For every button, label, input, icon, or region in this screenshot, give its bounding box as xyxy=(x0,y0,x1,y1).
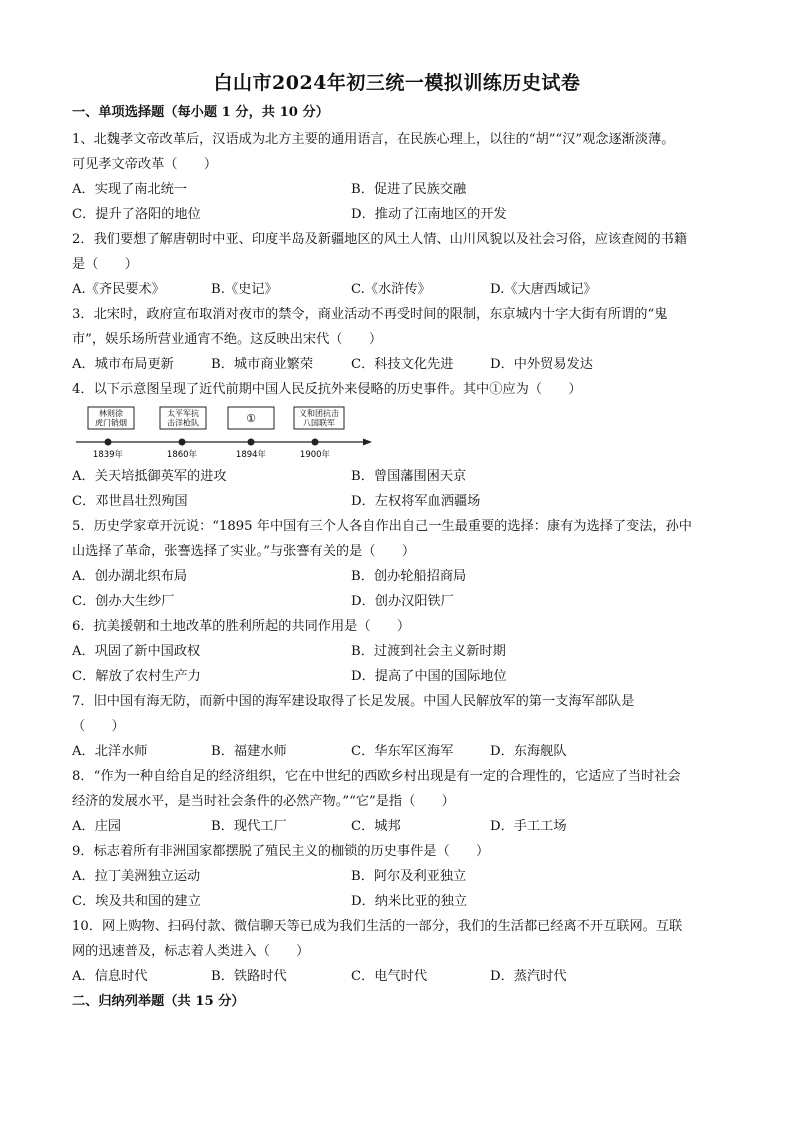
q3-option-a: A．城市布局更新 xyxy=(72,357,174,372)
q8-stem-line2: 经济的发展水平，是当时社会条件的必然产物。”“它”是指（ ） xyxy=(72,794,455,809)
q7-option-c: C．华东军区海军 xyxy=(351,744,454,759)
q3-stem-line1: 3．北宋时，政府宣布取消对夜市的禁令，商业活动不再受时间的限制，东京城内十字大街有所谓的“鬼 xyxy=(72,307,668,322)
event-4-label-line2: 八国联军 xyxy=(303,418,335,428)
timeline-dot-1900 xyxy=(312,439,319,446)
q10-stem-line2: 网的迅速普及，标志着人类进入（ ） xyxy=(72,944,310,959)
q8-option-b: B．现代工厂 xyxy=(211,819,287,834)
q2-option-d: D.《大唐西域记》 xyxy=(490,282,597,297)
q1-stem-line2: 可见孝文帝改革（ ） xyxy=(72,157,218,172)
section2-heading: 二、归纳列举题（共 15 分） xyxy=(72,994,245,1009)
q2-option-c: C.《水浒传》 xyxy=(351,282,431,297)
timeline-year-3: 1894年 xyxy=(235,450,267,460)
q7-option-b: B．福建水师 xyxy=(211,744,287,759)
q6-option-b: B．过渡到社会主义新时期 xyxy=(351,644,506,659)
q7-stem-line1: 7．旧中国有海无防，而新中国的海军建设取得了长足发展。中国人民解放军的第一支海军部队是 xyxy=(72,694,635,709)
event-2-label-line1: 太平军抗 xyxy=(167,409,199,418)
timeline-event-1 xyxy=(88,407,134,429)
q9-option-a: A．拉丁美洲独立运动 xyxy=(72,869,201,884)
q5-stem-line1: 5．历史学家章开沅说：“1895 年中国有三个人各自作出自己一生最重要的选择：康有为选择了变法，孙中 xyxy=(72,519,692,534)
q2-stem-line2: 是（ ） xyxy=(72,257,138,272)
q3-option-d: D．中外贸易发达 xyxy=(490,357,593,372)
q4-stem: 4．以下示意图呈现了近代前期中国人民反抗外来侵略的历史事件。其中①应为（ ） xyxy=(72,382,582,397)
timeline-dot-1894 xyxy=(248,439,255,446)
timeline-year-4: 1900年 xyxy=(299,450,331,460)
timeline-event-4 xyxy=(294,407,344,429)
timeline-event-2 xyxy=(160,407,206,429)
q4-option-d: D．左权将军血洒疆场 xyxy=(351,494,481,509)
q3-stem-line2: 市”，娱乐场所营业通宵不绝。这反映出宋代（ ） xyxy=(72,332,383,347)
timeline-event-3 xyxy=(228,407,274,429)
q1-option-b: B．促进了民族交融 xyxy=(351,182,467,197)
q10-option-b: B．铁路时代 xyxy=(211,969,287,984)
q5-stem-line2: 山选择了革命，张謇选择了实业。”与张謇有关的是（ ） xyxy=(72,544,416,559)
q8-option-a: A．庄园 xyxy=(72,819,122,834)
q9-stem: 9．标志着所有非洲国家都摆脱了殖民主义的枷锁的历史事件是（ ） xyxy=(72,844,490,859)
q6-option-a: A．巩固了新中国政权 xyxy=(72,644,201,659)
q6-option-c: C．解放了农村生产力 xyxy=(72,669,201,684)
timeline-year-1: 1839年 xyxy=(92,450,124,460)
q5-option-a: A．创办湖北织布局 xyxy=(72,569,188,584)
timeline-dot-1839 xyxy=(105,439,112,446)
q3-option-c: C．科技文化先进 xyxy=(351,357,454,372)
q7-stem-line2: （ ） xyxy=(72,719,125,734)
timeline-arrow-icon xyxy=(363,439,372,446)
event-3-placeholder-label: ① xyxy=(246,412,256,425)
q1-option-a: A．实现了南北统一 xyxy=(72,182,188,197)
q5-option-b: B．创办轮船招商局 xyxy=(351,569,467,584)
event-1-label-line2: 虎门销烟 xyxy=(95,418,127,428)
q9-option-b: B．阿尔及利亚独立 xyxy=(351,869,467,884)
event-2-label-line2: 击洋枪队 xyxy=(167,418,199,428)
q7-option-d: D．东海舰队 xyxy=(490,744,567,759)
q7-option-a: A．北洋水师 xyxy=(72,744,148,759)
q4-option-a: A．关天培抵御英军的进攻 xyxy=(72,469,227,484)
q5-option-c: C．创办大生纱厂 xyxy=(72,594,175,609)
q6-option-d: D．提高了中国的国际地位 xyxy=(351,669,507,684)
section1-heading: 一、单项选择题（每小题 1 分，共 10 分） xyxy=(72,105,329,120)
timeline-dot-1860 xyxy=(179,439,186,446)
history-timeline xyxy=(72,405,382,463)
q8-option-c: C．城邦 xyxy=(351,819,401,834)
q9-option-c: C．埃及共和国的建立 xyxy=(72,894,201,909)
q9-option-d: D．纳米比亚的独立 xyxy=(351,894,468,909)
q2-option-a: A.《齐民要术》 xyxy=(72,282,165,297)
q10-stem-line1: 10．网上购物、扫码付款、微信聊天等已成为我们生活的一部分，我们的生活都已经离不开互联网。互联 xyxy=(72,919,683,934)
q4-option-c: C．邓世昌壮烈殉国 xyxy=(72,494,188,509)
exam-title: 白山市2024年初三统一模拟训练历史试卷 xyxy=(213,72,581,94)
q3-option-b: B．城市商业繁荣 xyxy=(211,357,314,372)
q8-stem-line1: 8．“作为一种自给自足的经济组织，它在中世纪的西欧乡村出现是有一定的合理性的，它适应了当时社会 xyxy=(72,769,681,784)
q5-option-d: D．创办汉阳铁厂 xyxy=(351,594,454,609)
event-4-label-line1: 义和团抗击 xyxy=(299,409,339,418)
q8-option-d: D．手工工场 xyxy=(490,819,567,834)
q1-stem-line1: 1、北魏孝文帝改革后，汉语成为北方主要的通用语言，在民族心理上，以往的“胡”“汉”观念逐渐淡薄。 xyxy=(72,132,675,147)
q10-option-c: C．电气时代 xyxy=(351,969,428,984)
timeline-year-2: 1860年 xyxy=(166,450,198,460)
q2-stem-line1: 2．我们要想了解唐朝时中亚、印度半岛及新疆地区的风土人情、山川风貌以及社会习俗，应该查阅的书籍 xyxy=(72,232,688,247)
event-1-label-line1: 林则徐 xyxy=(99,409,123,418)
q10-option-a: A．信息时代 xyxy=(72,969,148,984)
q2-option-b: B.《史记》 xyxy=(211,282,278,297)
q1-option-d: D．推动了江南地区的开发 xyxy=(351,207,507,222)
q1-option-c: C．提升了洛阳的地位 xyxy=(72,207,201,222)
q6-stem: 6．抗美援朝和土地改革的胜利所起的共同作用是（ ） xyxy=(72,619,411,634)
q10-option-d: D．蒸汽时代 xyxy=(490,969,567,984)
q4-option-b: B．曾国藩围困天京 xyxy=(351,469,467,484)
